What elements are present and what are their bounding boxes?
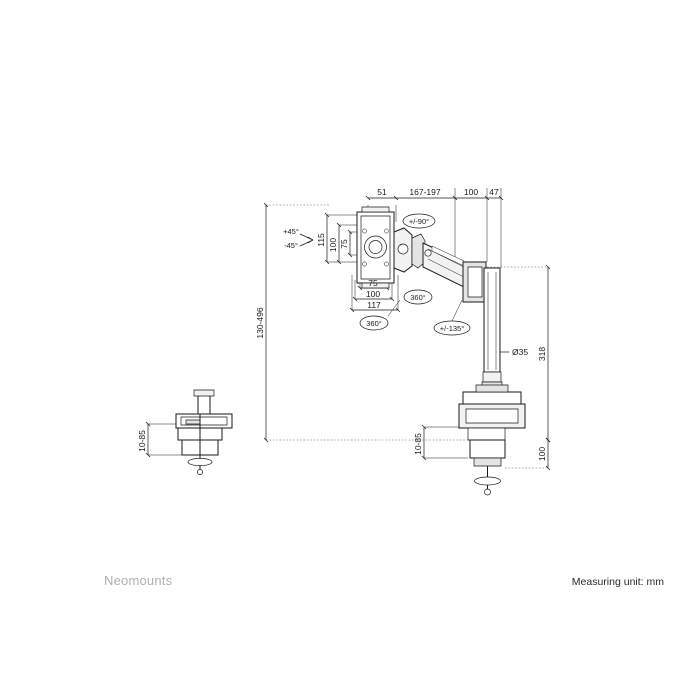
desk-clamp-right	[459, 385, 525, 495]
column-pole	[482, 268, 502, 392]
dim-clamp-right: 10-85	[413, 433, 423, 455]
badge-screen-rotate-label: +/-90°	[408, 217, 430, 226]
vesa-plate	[357, 207, 394, 288]
badge-base-swivel	[434, 321, 470, 335]
dim-vesa-115: 115	[316, 233, 326, 247]
dim-vesa-75-v: 75	[339, 239, 349, 249]
dim-base-100: 100	[537, 446, 547, 462]
dim-top-51: 51	[377, 187, 387, 197]
dim-tilt-plus: +45°	[283, 227, 299, 236]
badge-screen-rotate	[403, 214, 435, 228]
dim-top-167-197: 167-197	[409, 187, 441, 197]
dim-height-range: 130-496	[255, 307, 265, 339]
dim-top-100: 100	[463, 187, 479, 197]
brand-logo: Neomounts	[104, 573, 173, 588]
dim-top-47: 47	[489, 187, 499, 197]
badge-screen-spin	[404, 290, 432, 304]
dim-vesa-100-h: 100	[365, 289, 381, 299]
dim-tilt-minus: -45°	[284, 241, 298, 250]
dim-clamp-left: 10-85	[137, 430, 147, 452]
dim-column-318: 318	[537, 346, 547, 362]
column-joint	[463, 262, 486, 302]
badge-arm-swivel	[360, 316, 388, 330]
badge-base-swivel-label: +/-135°	[439, 324, 465, 333]
measuring-unit-note: Measuring unit: mm	[571, 576, 664, 588]
badge-screen-spin-label: 360°	[410, 293, 426, 302]
badge-arm-swivel-label: 360°	[366, 319, 382, 328]
dim-vesa-117: 117	[367, 300, 381, 310]
tilt-indicator	[300, 234, 313, 246]
clamp-detail-left	[176, 390, 232, 475]
dim-vesa-75-h: 75	[368, 278, 378, 288]
tilt-head	[394, 228, 425, 272]
dim-diameter-35: Ø35	[512, 347, 529, 357]
dim-vesa-100-v: 100	[328, 237, 338, 253]
